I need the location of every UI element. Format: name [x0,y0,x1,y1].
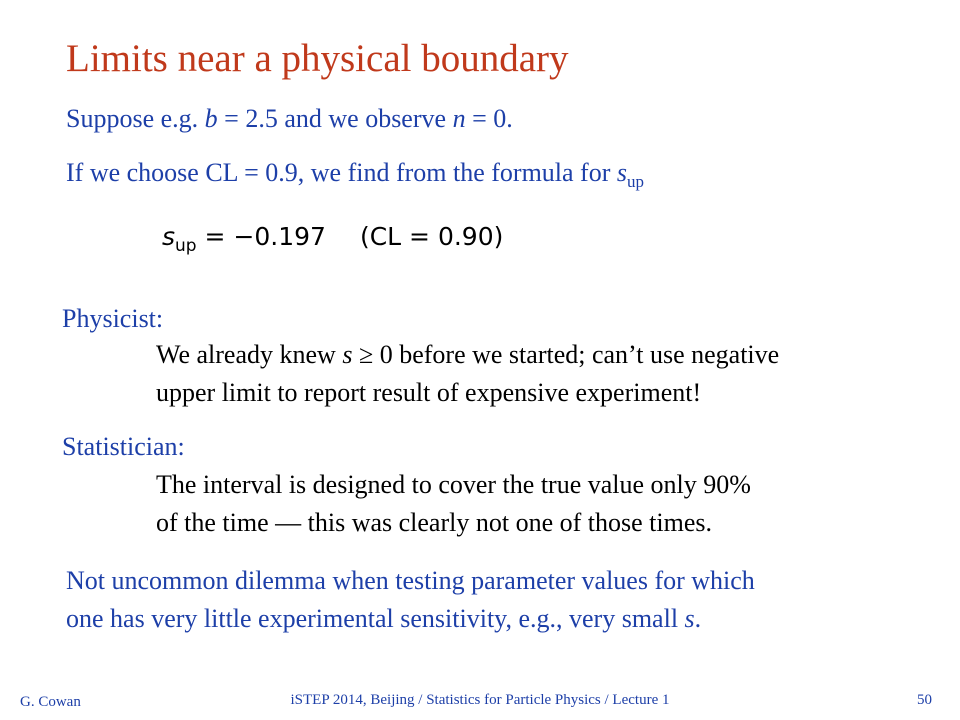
conclusion-line-1: Not uncommon dilemma when testing parameter values for which [66,566,755,595]
physicist-var-s: s [342,340,353,369]
assumption-mid: = 2.5 and we observe [217,104,453,133]
formula-value: = −0.197 [196,222,326,251]
physicist-line-1 [156,340,779,370]
assumption-line [66,104,513,134]
footer-author: G. Cowan [20,694,81,710]
cl-line [66,158,644,191]
footer-page-number: 50 [917,692,932,708]
formula-subscript: up [175,236,197,256]
physicist-line-2: upper limit to report result of expensive experiment! [156,378,702,407]
s-up-formula [162,222,504,256]
conclusion-line-2 [66,604,701,634]
physicist-line-1-suffix: ≥ 0 before we started; can’t use negative [352,340,780,369]
var-s-up-subscript: up [627,172,644,191]
formula-cl: (CL = 0.90) [359,222,504,251]
slide-title: Limits near a physical boundary [66,37,569,80]
var-s-up: s [616,158,627,187]
conclusion-line-2-suffix: . [694,604,702,633]
cl-line-text: If we choose CL = 0.9, we find from the formula for [66,158,617,187]
statistician-heading: Statistician: [62,432,185,461]
conclusion-var-s: s [684,604,695,633]
formula-var: s [162,222,176,251]
assumption-prefix: Suppose e.g. [66,104,205,133]
footer-lecture-info: iSTEP 2014, Beijing / Statistics for Particle Physics / Lecture 1 [290,692,670,708]
conclusion-line-2-prefix: one has very little experimental sensitivity, e.g., very small [66,604,685,633]
var-n: n [452,104,466,133]
physicist-line-1-prefix: We already knew [156,340,343,369]
statistician-line-1: The interval is designed to cover the true value only 90% [156,470,751,499]
statistician-line-2: of the time — this was clearly not one of those times. [156,508,712,537]
physicist-heading: Physicist: [62,304,164,333]
var-b: b [204,104,218,133]
assumption-suffix: = 0. [465,104,513,133]
